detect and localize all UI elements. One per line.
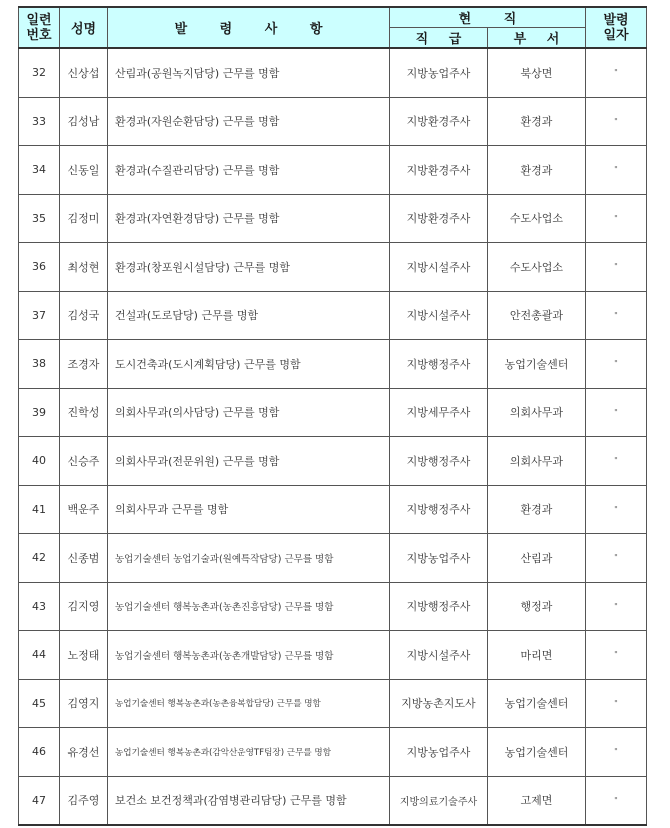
date-cell: " xyxy=(586,582,647,631)
table-row xyxy=(19,631,647,680)
header-date-line1: 발령 xyxy=(603,12,629,28)
appointment-cell: 환경과(자연환경담당) 근무를 명함 xyxy=(108,194,390,243)
appointment-cell: 보건소 보건정책과(감염병관리담당) 근무를 명함 xyxy=(108,776,390,825)
department-cell: 고제면 xyxy=(488,776,586,825)
date-cell: " xyxy=(586,631,647,680)
date-cell: " xyxy=(586,97,647,146)
table-body xyxy=(19,48,647,825)
name-cell: 노정태 xyxy=(60,631,108,680)
header-appointment: 발 령 사 항 xyxy=(108,7,390,48)
header-serial-line2: 번호 xyxy=(26,27,52,43)
table-row xyxy=(19,776,647,825)
serial-number-cell: 34 xyxy=(19,146,60,195)
name-cell: 김성남 xyxy=(60,97,108,146)
appointment-cell: 농업기술센터 행복농촌과(농촌개발담당) 근무를 명함 xyxy=(108,631,390,680)
name-cell: 김주영 xyxy=(60,776,108,825)
table-row xyxy=(19,48,647,97)
serial-number-cell: 39 xyxy=(19,388,60,437)
rank-cell: 지방행정주사 xyxy=(390,437,488,486)
date-cell: " xyxy=(586,388,647,437)
rank-cell: 지방환경주사 xyxy=(390,194,488,243)
rank-cell: 지방농업주사 xyxy=(390,48,488,97)
serial-number-cell: 41 xyxy=(19,485,60,534)
appointment-cell: 환경과(창포원시설담당) 근무를 명함 xyxy=(108,243,390,292)
rank-cell: 지방행정주사 xyxy=(390,485,488,534)
department-cell: 환경과 xyxy=(488,146,586,195)
serial-number-cell: 44 xyxy=(19,631,60,680)
appointment-cell: 환경과(수질관리담당) 근무를 명함 xyxy=(108,146,390,195)
rank-cell: 지방의료기술주사 xyxy=(390,776,488,825)
appointment-cell: 농업기술센터 행복농촌과(농촌융복합담당) 근무를 명함 xyxy=(108,679,390,728)
table-row xyxy=(19,582,647,631)
name-cell: 김지영 xyxy=(60,582,108,631)
rank-cell: 지방농업주사 xyxy=(390,728,488,777)
table-row xyxy=(19,291,647,340)
serial-number-cell: 42 xyxy=(19,534,60,583)
department-cell: 행정과 xyxy=(488,582,586,631)
department-cell: 농업기술센터 xyxy=(488,728,586,777)
table-row xyxy=(19,679,647,728)
appointment-cell: 의회사무과 근무를 명함 xyxy=(108,485,390,534)
table-row xyxy=(19,437,647,486)
serial-number-cell: 36 xyxy=(19,243,60,292)
table-row xyxy=(19,194,647,243)
header-name: 성명 xyxy=(60,7,108,48)
serial-number-cell: 35 xyxy=(19,194,60,243)
appointment-cell: 도시건축과(도시계획담당) 근무를 명함 xyxy=(108,340,390,389)
header-date-line2: 일자 xyxy=(603,27,629,43)
rank-cell: 지방시설주사 xyxy=(390,243,488,292)
serial-number-cell: 46 xyxy=(19,728,60,777)
appointment-cell: 건설과(도로담당) 근무를 명함 xyxy=(108,291,390,340)
name-cell: 백운주 xyxy=(60,485,108,534)
table-row xyxy=(19,146,647,195)
name-cell: 조경자 xyxy=(60,340,108,389)
department-cell: 마리면 xyxy=(488,631,586,680)
date-cell: " xyxy=(586,534,647,583)
name-cell: 신승주 xyxy=(60,437,108,486)
department-cell: 수도사업소 xyxy=(488,194,586,243)
appointment-cell: 의회사무과(의사담당) 근무를 명함 xyxy=(108,388,390,437)
header-appointment-date xyxy=(586,7,647,48)
department-cell: 북상면 xyxy=(488,48,586,97)
rank-cell: 지방환경주사 xyxy=(390,97,488,146)
appointment-cell: 농업기술센터 행복농촌과(감악산운영TF팀장) 근무를 명함 xyxy=(108,728,390,777)
header-serial-line1: 일련 xyxy=(26,12,52,28)
header-current-position: 현 직 xyxy=(390,7,586,28)
rank-cell: 지방농업주사 xyxy=(390,534,488,583)
appointment-cell: 산림과(공원녹지담당) 근무를 명함 xyxy=(108,48,390,97)
date-cell: " xyxy=(586,48,647,97)
table-row xyxy=(19,97,647,146)
header-department: 부 서 xyxy=(488,28,586,49)
rank-cell: 지방농촌지도사 xyxy=(390,679,488,728)
table-header xyxy=(19,7,647,48)
department-cell: 환경과 xyxy=(488,485,586,534)
header-rank: 직 급 xyxy=(390,28,488,49)
department-cell: 산림과 xyxy=(488,534,586,583)
name-cell: 김정미 xyxy=(60,194,108,243)
name-cell: 최성현 xyxy=(60,243,108,292)
department-cell: 의회사무과 xyxy=(488,388,586,437)
name-cell: 신상섭 xyxy=(60,48,108,97)
department-cell: 수도사업소 xyxy=(488,243,586,292)
appointment-cell: 의회사무과(전문위원) 근무를 명함 xyxy=(108,437,390,486)
name-cell: 김영지 xyxy=(60,679,108,728)
date-cell: " xyxy=(586,194,647,243)
name-cell: 진학성 xyxy=(60,388,108,437)
date-cell: " xyxy=(586,437,647,486)
table-row xyxy=(19,534,647,583)
table-row xyxy=(19,243,647,292)
header-serial-number xyxy=(19,7,60,48)
rank-cell: 지방세무주사 xyxy=(390,388,488,437)
name-cell: 신동일 xyxy=(60,146,108,195)
appointment-table xyxy=(18,6,647,826)
serial-number-cell: 47 xyxy=(19,776,60,825)
date-cell: " xyxy=(586,728,647,777)
department-cell: 안전총괄과 xyxy=(488,291,586,340)
table-row xyxy=(19,728,647,777)
serial-number-cell: 37 xyxy=(19,291,60,340)
serial-number-cell: 33 xyxy=(19,97,60,146)
serial-number-cell: 40 xyxy=(19,437,60,486)
appointment-cell: 농업기술센터 농업기술과(원예특작담당) 근무를 명함 xyxy=(108,534,390,583)
date-cell: " xyxy=(586,340,647,389)
date-cell: " xyxy=(586,146,647,195)
appointment-document xyxy=(18,6,646,826)
department-cell: 의회사무과 xyxy=(488,437,586,486)
serial-number-cell: 32 xyxy=(19,48,60,97)
table-row xyxy=(19,485,647,534)
table-row xyxy=(19,340,647,389)
rank-cell: 지방행정주사 xyxy=(390,340,488,389)
rank-cell: 지방환경주사 xyxy=(390,146,488,195)
department-cell: 환경과 xyxy=(488,97,586,146)
appointment-cell: 농업기술센터 행복농촌과(농촌진흥담당) 근무를 명함 xyxy=(108,582,390,631)
date-cell: " xyxy=(586,776,647,825)
date-cell: " xyxy=(586,485,647,534)
serial-number-cell: 38 xyxy=(19,340,60,389)
date-cell: " xyxy=(586,291,647,340)
serial-number-cell: 45 xyxy=(19,679,60,728)
name-cell: 신종범 xyxy=(60,534,108,583)
table-row xyxy=(19,388,647,437)
date-cell: " xyxy=(586,679,647,728)
department-cell: 농업기술센터 xyxy=(488,340,586,389)
name-cell: 유경선 xyxy=(60,728,108,777)
appointment-cell: 환경과(자원순환담당) 근무를 명함 xyxy=(108,97,390,146)
serial-number-cell: 43 xyxy=(19,582,60,631)
department-cell: 농업기술센터 xyxy=(488,679,586,728)
name-cell: 김성국 xyxy=(60,291,108,340)
date-cell: " xyxy=(586,243,647,292)
rank-cell: 지방시설주사 xyxy=(390,631,488,680)
rank-cell: 지방행정주사 xyxy=(390,582,488,631)
rank-cell: 지방시설주사 xyxy=(390,291,488,340)
